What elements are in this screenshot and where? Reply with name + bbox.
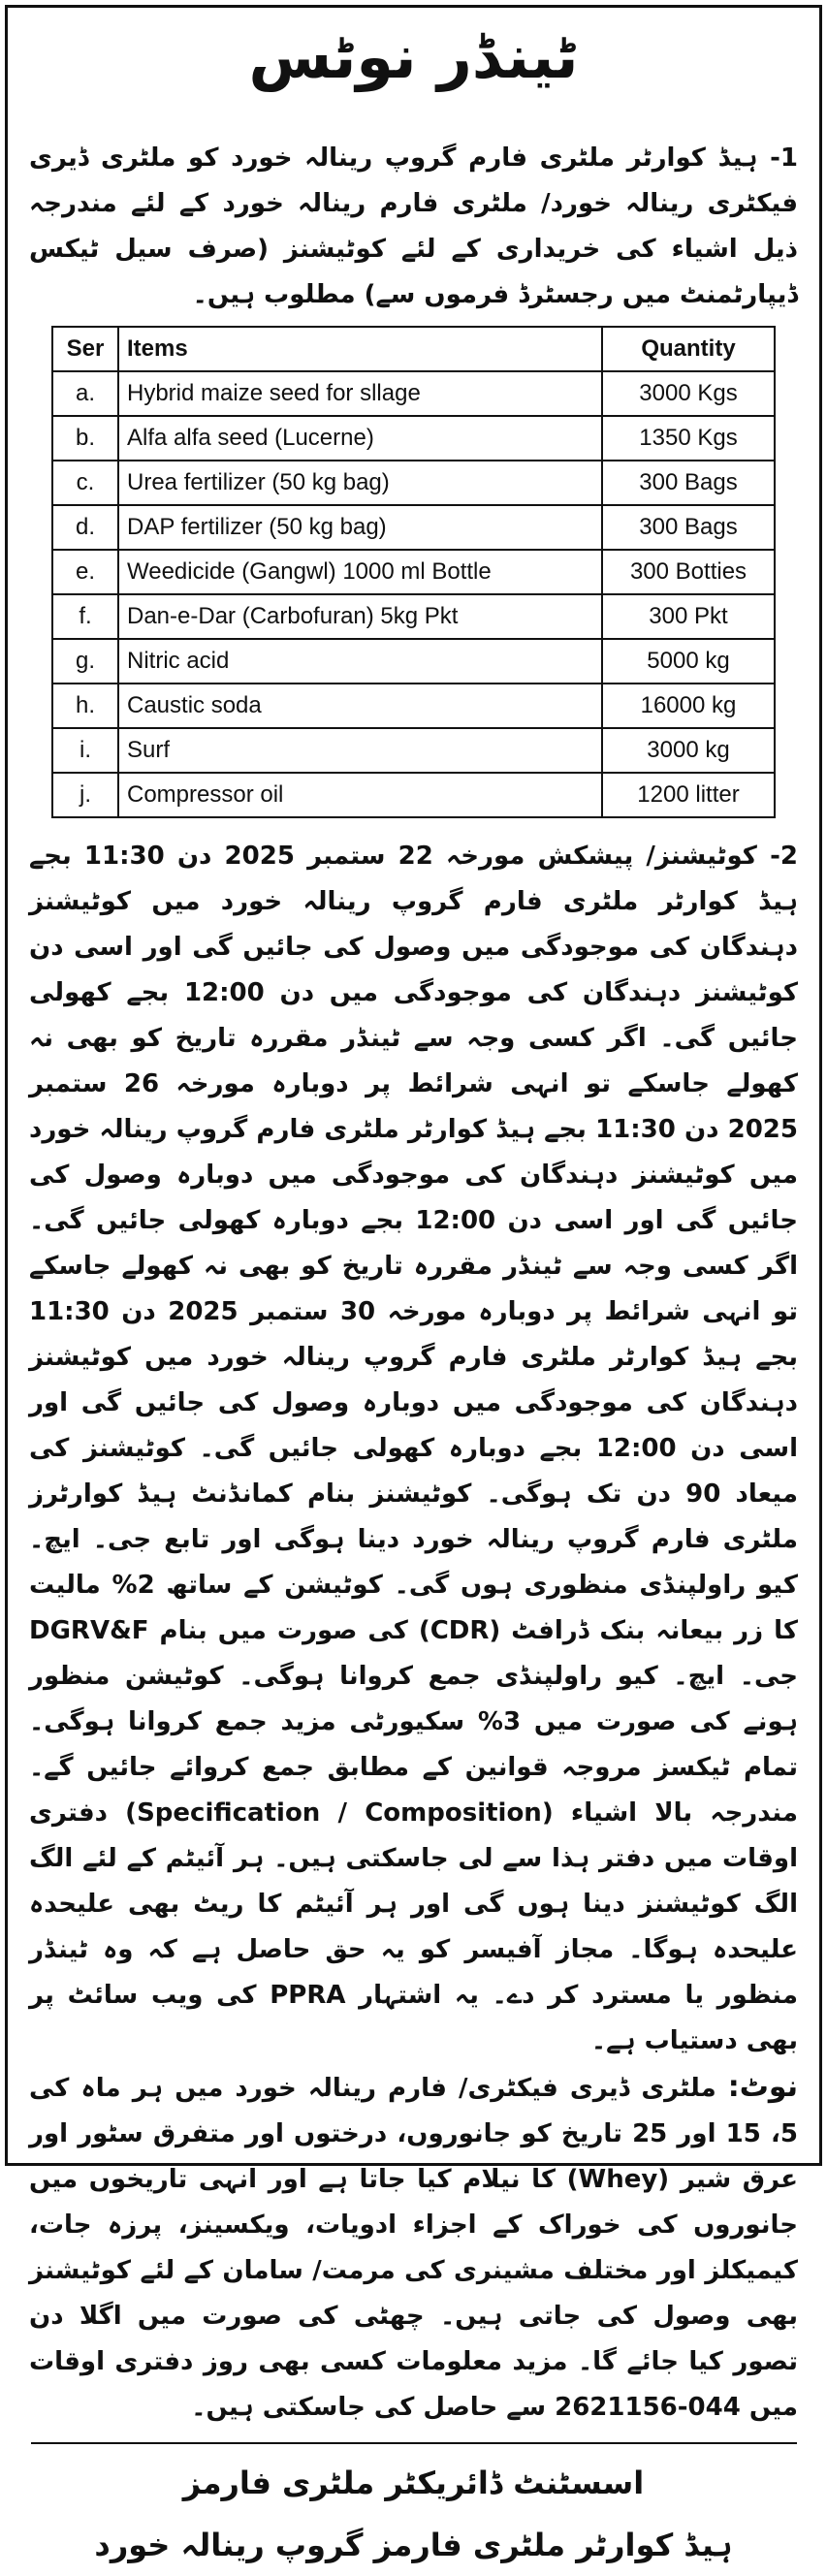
cell-ser: e.: [52, 550, 118, 594]
cell-item: Surf: [118, 728, 602, 773]
items-table: [51, 326, 776, 818]
cell-item: Urea fertilizer (50 kg bag): [118, 461, 602, 505]
table-row: [52, 550, 775, 594]
cell-quantity: 3000 Kgs: [602, 371, 775, 416]
cell-ser: a.: [52, 371, 118, 416]
cell-ser: c.: [52, 461, 118, 505]
cell-ser: d.: [52, 505, 118, 550]
notice-header: [8, 8, 819, 105]
signature-divider: [31, 2442, 797, 2444]
header-items: Items: [118, 327, 602, 371]
note-label: نوٹ:: [727, 2070, 798, 2104]
cell-item: DAP fertilizer (50 kg bag): [118, 505, 602, 550]
cell-quantity: 300 Bags: [602, 461, 775, 505]
header-ser: Ser: [52, 327, 118, 371]
cell-quantity: 300 Botties: [602, 550, 775, 594]
table-row: [52, 461, 775, 505]
note-text: ملٹری ڈیری فیکٹری/ فارم رینالہ خورد میں ہر ماہ کی 5، 15 اور 25 تاریخ کو جانوروں، درختوں اور متفرق سٹور اور عرق شیر (Whey) کا نیلام کیا جاتا ہے اور انہی تاریخوں میں جانوروں کی خوراک کے اجزاء ادویات، ویکسینز، پرزہ جات، کیمیکلز اور مختلف مشینری کی مرمت/ سامان کے لئے کوٹیشنز بھی وصول کی جاتی ہیں۔ چھٹی کی صورت میں اگلا دن تصور کیا جائے گا۔ مزید معلومات کسی بھی روز دفتری اوقات میں 044-2621156 سے حاصل کی جاسکتی ہیں۔: [29, 2074, 798, 2422]
notice-title: ٹینڈر نوٹس: [248, 20, 579, 92]
signature-block: [8, 2452, 819, 2576]
table-row: [52, 639, 775, 684]
table-row: [52, 371, 775, 416]
cell-ser: f.: [52, 594, 118, 639]
paragraph-1: 1- ہیڈ کوارٹر ملٹری فارم گروپ رینالہ خورد کو ملٹری ڈیری فیکٹری رینالہ خورد/ ملٹری فارم رینالہ خورد کے لئے مندرجہ ذیل اشیاء کی خریداری کے لئے کوٹیشنز (صرف سیل ٹیکس ڈیپارٹمنٹ میں رجسٹرڈ فرموں سے) مطلوب ہیں۔: [29, 143, 798, 309]
table-row: [52, 728, 775, 773]
cell-item: Weedicide (Gangwl) 1000 ml Bottle: [118, 550, 602, 594]
cell-ser: h.: [52, 684, 118, 728]
cell-item: Dan-e-Dar (Carbofuran) 5kg Pkt: [118, 594, 602, 639]
cell-quantity: 1350 Kgs: [602, 416, 775, 461]
table-row: [52, 416, 775, 461]
cell-quantity: 1200 litter: [602, 773, 775, 817]
header-quantity: Quantity: [602, 327, 775, 371]
cell-ser: i.: [52, 728, 118, 773]
signature-designation: اسسٹنٹ ڈائریکٹر ملٹری فارمز: [182, 2465, 645, 2501]
table-row: [52, 773, 775, 817]
tender-notice: [5, 5, 822, 2563]
cell-item: Hybrid maize seed for sllage: [118, 371, 602, 416]
cell-quantity: 5000 kg: [602, 639, 775, 684]
cell-item: Compressor oil: [118, 773, 602, 817]
table-row: [52, 684, 775, 728]
cell-item: Alfa alfa seed (Lucerne): [118, 416, 602, 461]
table-row: [52, 594, 775, 639]
table-row: [52, 505, 775, 550]
cell-quantity: 16000 kg: [602, 684, 775, 728]
cell-ser: j.: [52, 773, 118, 817]
cell-item: Caustic soda: [118, 684, 602, 728]
cell-item: Nitric acid: [118, 639, 602, 684]
items-table-wrapper: [8, 326, 819, 818]
note-paragraph: [8, 2064, 819, 2431]
paragraph-2: 2- کوٹیشنز/ پیشکش مورخہ 22 ستمبر 2025 دن 11:30 بجے ہیڈ کوارٹر ملٹری فارم گروپ رینالہ خورد میں کوٹیشنز دہندگان کی موجودگی میں وصول کی جائیں گی اور اسی دن کوٹیشنز دہندگان کی موجودگی میں دن 12:00 بجے کھولی جائیں گی۔ اگر کسی وجہ سے ٹینڈر مقررہ تاریخ کو بھی نہ کھولے جاسکے تو انہی شرائط پر دوبارہ مورخہ 26 ستمبر 2025 دن 11:30 بجے ہیڈ کوارٹر ملٹری فارم گروپ رینالہ خورد میں کوٹیشنز دہندگان کی موجودگی میں دوبارہ وصول کی جائیں گی اور اسی دن 12:00 بجے دوبارہ کھولی جائیں گی۔ اگر کسی وجہ سے ٹینڈر مقررہ تاریخ کو بھی نہ کھولے جاسکے تو انہی شرائط پر دوبارہ مورخہ 30 ستمبر 2025 دن 11:30 بجے ہیڈ کوارٹر ملٹری فارم گروپ رینالہ خورد میں کوٹیشنز دہندگان کی موجودگی میں دوبارہ وصول کی جائیں گی اور اسی دن 12:00 بجے دوبارہ کھولی جائیں گی۔ کوٹیشنز کی میعاد 90 دن تک ہوگی۔ کوٹیشنز بنام کمانڈنٹ ہیڈ کوارٹرز ملٹری فارم گروپ رینالہ خورد دینا ہوگی اور تابع جی۔ ایچ۔ کیو راولپنڈی منظوری ہوں گی۔ کوٹیشن کے ساتھ 2% مالیت کا زر بیعانہ بنک ڈرافٹ (CDR) کی صورت میں بنام DGRV&F جی۔ ایچ۔ کیو راولپنڈی جمع کروانا ہوگی۔ کوٹیشن منظور ہونے کی صورت میں 3% سکیورٹی مزید جمع کروانا ہوگی۔ تمام ٹیکسز مروجہ قوانین کے مطابق جمع کروائے جائیں گے۔ مندرجہ بالا اشیاء (Specification / Composition) دفتری اوقات میں دفتر ہذا سے لی جاسکتی ہیں۔ ہر آئیٹم کے لئے الگ الگ کوٹیشنز دینا ہوں گی اور ہر آئیٹم کا ریٹ بھی علیحدہ علیحدہ ہوگا۔ مجاز آفیسر کو یہ حق حاصل ہے کہ وہ ٹینڈر منظور یا مسترد کر دے۔ یہ اشتہار PPRA کی ویب سائٹ پر بھی دستیاب ہے۔: [29, 842, 799, 2055]
cell-ser: g.: [52, 639, 118, 684]
table-header-row: [52, 327, 775, 371]
cell-quantity: 300 Pkt: [602, 594, 775, 639]
signature-office: ہیڈ کوارٹر ملٹری فارمز گروپ رینالہ خورد: [94, 2527, 733, 2563]
cell-ser: b.: [52, 416, 118, 461]
cell-quantity: 3000 kg: [602, 728, 775, 773]
cell-quantity: 300 Bags: [602, 505, 775, 550]
